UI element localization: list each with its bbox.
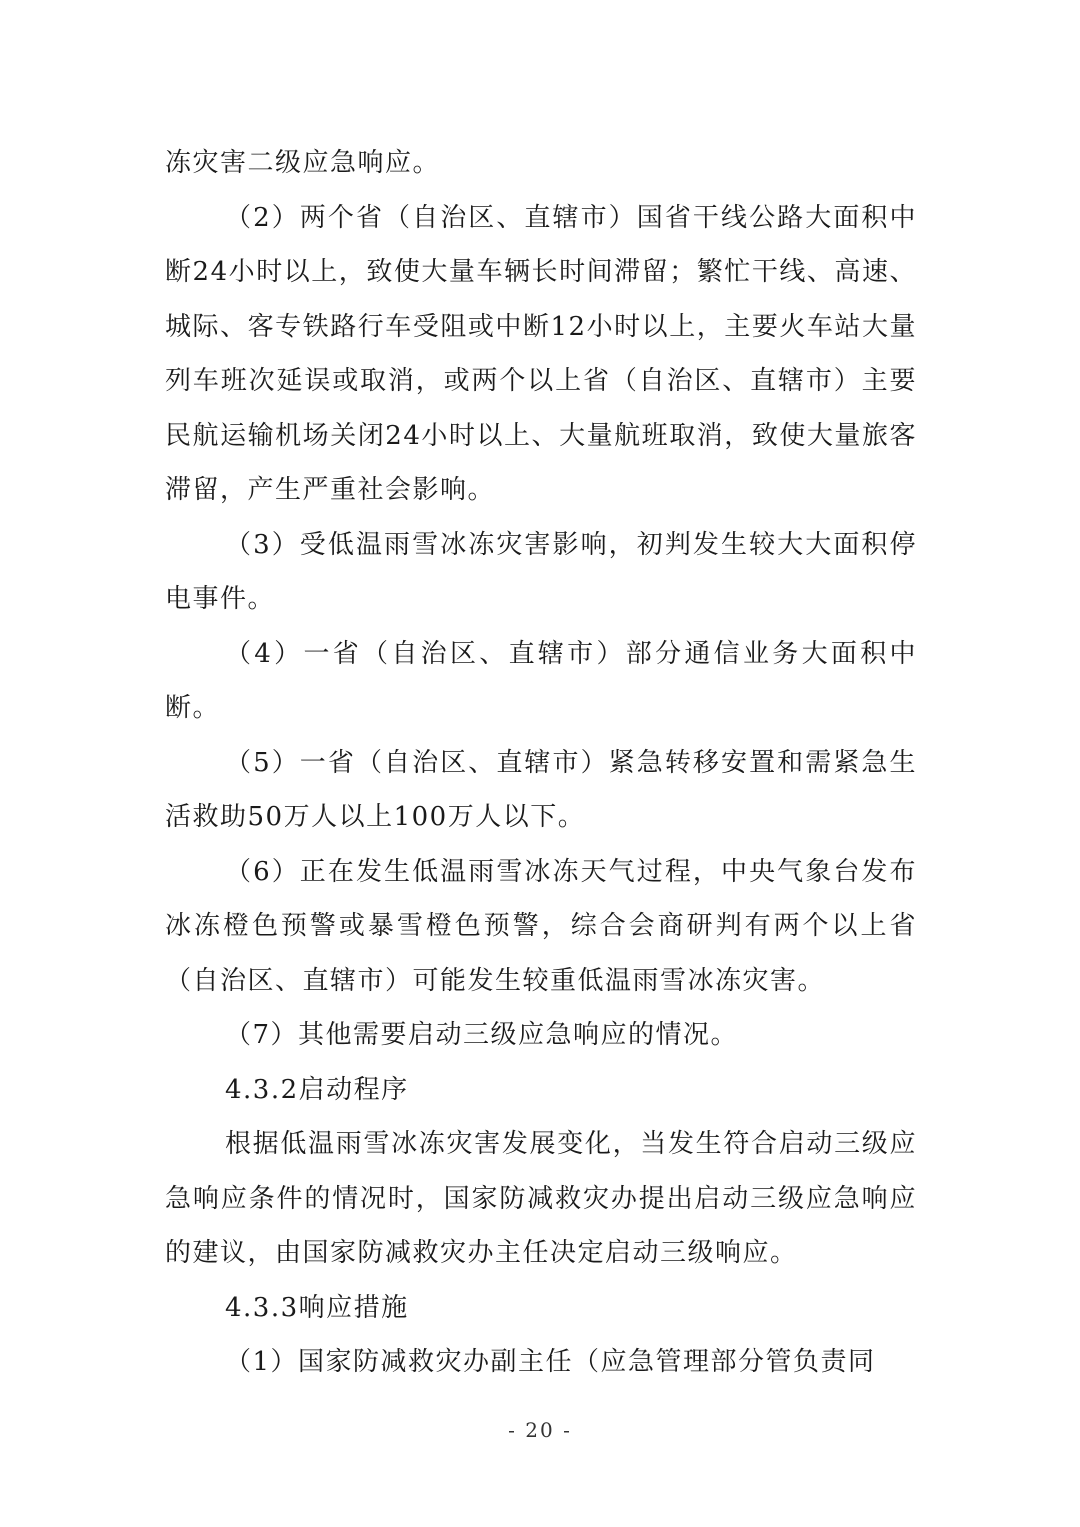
paragraph-item-5: （5）一省（自治区、直辖市）紧急转移安置和需紧急生活救助50万人以上100万人以下。: [165, 747, 917, 832]
paragraph-response-measure-1: （1）国家防减救灾办副主任（应急管理部分管负责同: [225, 1347, 876, 1377]
section-heading-4-3-2: 4.3.2启动程序: [225, 1074, 409, 1105]
paragraph-item-2: （2）两个省（自治区、直辖市）国省干线公路大面积中断24小时以上，致使大量车辆长时间滞留；繁忙干线、高速、城际、客专铁路行车受阻或中断12小时以上，主要火车站大量列车班次延误或取消，或两个以上省（自治区、直辖市）主要民航运输机场关闭24小时以上、大量航班取消，致使大量旅客滞留，产生严重社会影响。: [165, 202, 917, 505]
paragraph-continuation: 冻灾害二级应急响应。: [165, 148, 441, 178]
body-text: [165, 136, 917, 1390]
paragraph-item-3: （3）受低温雨雪冰冻灾害影响，初判发生较大大面积停电事件。: [165, 529, 917, 614]
page-number: - 20 -: [508, 1418, 572, 1442]
paragraph-item-4: （4）一省（自治区、直辖市）部分通信业务大面积中断。: [165, 638, 917, 723]
paragraph-startup-procedure: 根据低温雨雪冰冻灾害发展变化，当发生符合启动三级应急响应条件的情况时，国家防减救灾办提出启动三级应急响应的建议，由国家防减救灾办主任决定启动三级响应。: [165, 1129, 917, 1268]
section-heading-4-3-3: 4.3.3响应措施: [225, 1292, 409, 1323]
paragraph-item-7: （7）其他需要启动三级应急响应的情况。: [225, 1020, 739, 1050]
paragraph-item-6: （6）正在发生低温雨雪冰冻天气过程，中央气象台发布冰冻橙色预警或暴雪橙色预警，综合会商研判有两个以上省（自治区、直辖市）可能发生较重低温雨雪冰冻灾害。: [165, 856, 917, 996]
